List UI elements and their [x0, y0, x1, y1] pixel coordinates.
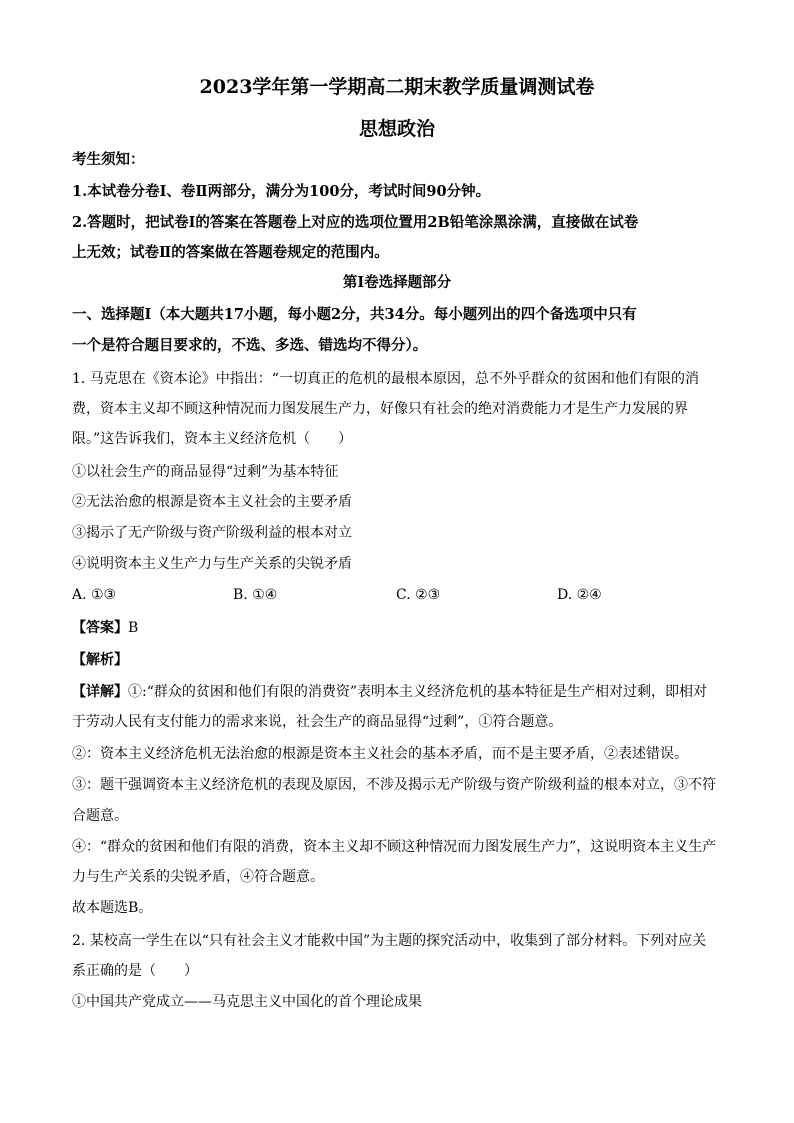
part1-title: 第Ⅰ卷选择题部分	[342, 274, 452, 291]
q1-detail-line: 力与生产关系的尖锐矛盾，④符合题意。	[72, 869, 324, 885]
q1-detail-line: ④：“群众的贫困和他们有限的消费，资本主义却不顾这种情况而力图发展生产力”，这说明资本主义生产	[72, 839, 717, 855]
q1-conclusion: 故本题选B。	[72, 900, 153, 916]
q1-stem-line: 1. 马克思在《资本论》中指出：“一切真正的危机的最根本原因，总不外乎群众的贫困和他们有限的消	[72, 371, 699, 387]
exam-title: 2023学年第一学期高二期末教学质量调测试卷	[199, 76, 595, 98]
q1-detail-line: ③：题干强调资本主义经济危机的表现及原因，不涉及揭示无产阶级与资产阶级利益的根本对立，③不符	[72, 777, 716, 793]
q1-option-c: C. ②③	[396, 587, 441, 603]
q1-statement: ①以社会生产的商品显得“过剩”为基本特征	[72, 464, 339, 480]
q1-answer	[72, 618, 732, 638]
q1-option-b: B. ①④	[233, 587, 278, 603]
q1-detail-line: 合题意。	[72, 808, 128, 824]
q1-detail-line	[72, 682, 732, 702]
q2-stem-line: 2. 某校高一学生在以“只有社会主义才能救中国”为主题的探究活动中，收集到了部分材料。下列对应关	[72, 933, 707, 949]
q2-statement: ①中国共产党成立——马克思主义中国化的首个理论成果	[72, 994, 422, 1010]
q1-statement: ②无法治愈的根源是资本主义社会的主要矛盾	[72, 494, 352, 510]
q1-stem-line: 费，资本主义却不顾这种情况而力图发展生产力，好像只有社会的绝对消费能力才是生产力发展的界	[72, 401, 688, 417]
q1-statement: ③揭示了无产阶级与资产阶级利益的根本对立	[72, 525, 352, 541]
q2-stem-line: 系正确的是（ ）	[72, 963, 198, 979]
notice-item: 1.本试卷分卷Ⅰ、卷Ⅱ两部分，满分为100分，考试时间90分钟。	[72, 183, 491, 200]
section-heading: 一个是符合题目要求的，不选、多选、错选均不得分）。	[72, 337, 428, 354]
detail-text: ①:“群众的贫困和他们有限的消费资”表明本主义经济危机的基本特征是生产相对过剩，即相对	[128, 684, 708, 700]
q1-detail-line: 于劳动人民有支付能力的需求来说，社会生产的商品显得“过剩”，①符合题意。	[72, 714, 563, 730]
q1-detail-line: ②：资本主义经济危机无法治愈的根源是资本主义社会的基本矛盾，而不是主要矛盾，②表述错误。	[72, 746, 688, 762]
q1-statement: ④说明资本主义生产力与生产关系的尖锐矛盾	[72, 556, 352, 572]
notice-item: 2.答题时，把试卷Ⅰ的答案在答题卷上对应的选项位置用2B铅笔涂黑涂满，直接做在试卷	[72, 214, 639, 231]
detail-tag: 【详解】	[72, 684, 128, 700]
answer-tag: 【答案】	[72, 620, 128, 636]
notice-item: 上无效；试卷Ⅱ的答案做在答题卷规定的范围内。	[72, 244, 389, 261]
notice-heading: 考生须知：	[72, 151, 145, 168]
analysis-tag: 【解析】	[72, 652, 128, 668]
q1-analysis-tag	[72, 650, 732, 670]
q1-option-d: D. ②④	[557, 587, 602, 603]
section-heading: 一、选择题Ⅰ（本大题共17小题，每小题2分，共34分。每小题列出的四个备选项中只有	[72, 306, 637, 323]
q1-option-a: A. ①③	[72, 587, 117, 603]
q1-stem-line: 限。”这告诉我们，资本主义经济危机（ ）	[72, 431, 353, 447]
subject-title: 思想政治	[358, 118, 435, 140]
answer-value: B	[128, 620, 139, 636]
